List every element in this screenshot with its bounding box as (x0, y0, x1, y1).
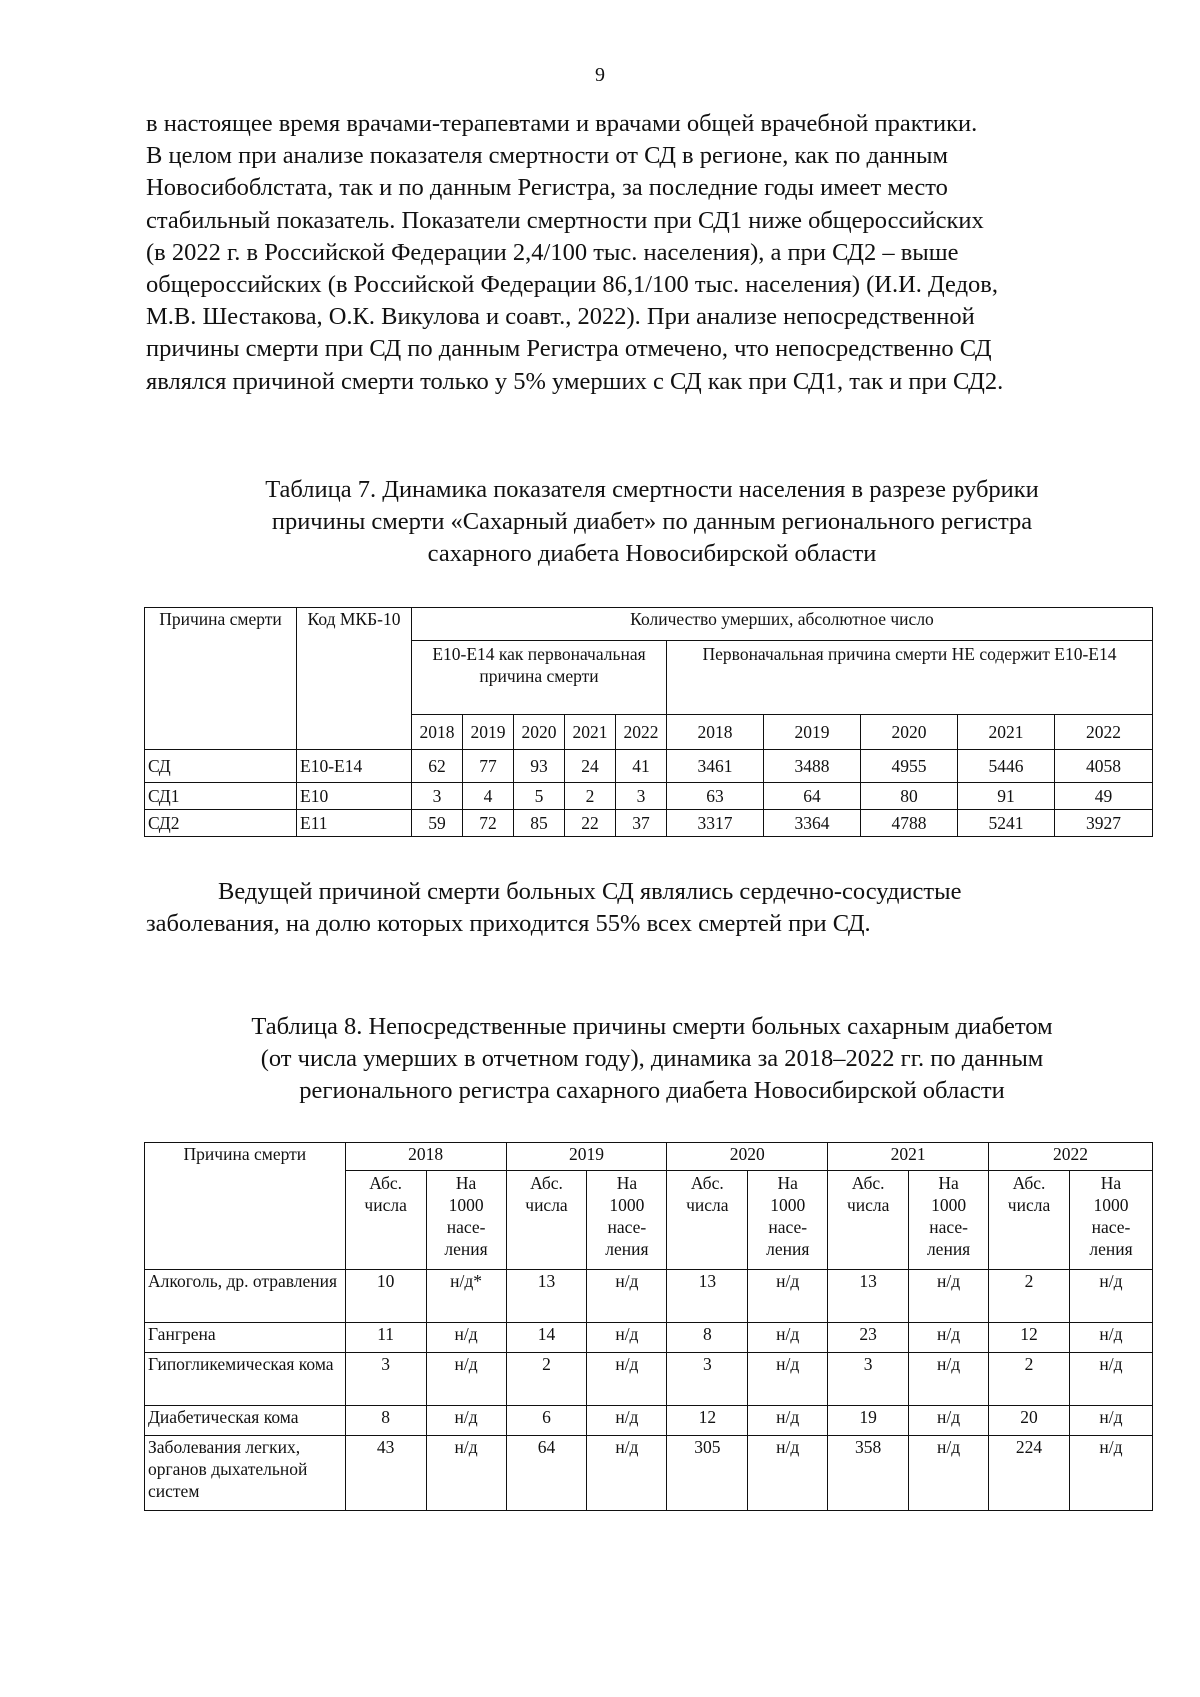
t8-row (145, 1270, 1153, 1323)
t7-row (145, 783, 1153, 810)
t8-cell: н/д (587, 1353, 667, 1406)
paragraph-2 (146, 876, 1158, 940)
t7-cell: 3 (412, 783, 463, 810)
t7-code: E10 (297, 783, 412, 810)
t8-cell: 19 (828, 1406, 909, 1436)
t7-cell: 4058 (1055, 750, 1153, 783)
t7-code: E11 (297, 810, 412, 837)
t7-year: 2020 (514, 715, 565, 750)
t7-code: E10-E14 (297, 750, 412, 783)
table-8-caption-line: регионального регистра сахарного диабета Новосибирской области (299, 1077, 1005, 1104)
t8-cell: 224 (989, 1436, 1070, 1511)
t7-cell: 77 (463, 750, 514, 783)
t8-cell: н/д (1069, 1353, 1152, 1406)
t8-cell: 2 (989, 1353, 1070, 1406)
t8-cause: Заболевания легких, органов дыхательной систем (145, 1436, 346, 1511)
table-8-caption-line: Таблица 8. Непосредственные причины смерти больных сахарным диабетом (251, 1013, 1053, 1040)
t8-cell: н/д (1069, 1323, 1152, 1353)
t8-cell: 2 (989, 1270, 1070, 1323)
t8-cell: н/д (587, 1406, 667, 1436)
t8-cell: 13 (667, 1270, 748, 1323)
paragraph-2-line: заболевания, на долю которых приходится 55% всех смертей при СД. (146, 910, 871, 938)
table-8-caption (146, 1011, 1158, 1107)
paragraph-1-line: М.В. Шестакова, О.К. Викулова и соавт., 2022). При анализе непосредственной (146, 303, 975, 331)
t8-year: 2022 (989, 1143, 1153, 1171)
t7-cell: 5446 (958, 750, 1055, 783)
t8-cell: 13 (828, 1270, 909, 1323)
t8-cell: н/д (1069, 1270, 1152, 1323)
t7-cell: 80 (861, 783, 958, 810)
t8-cell: 12 (989, 1323, 1070, 1353)
t8-cell: 8 (667, 1323, 748, 1353)
paragraph-1-line: Новосибоблстата, так и по данным Регистра, за последние годы имеет место (146, 174, 948, 202)
t8-sub-abs: Абс. числа (828, 1171, 909, 1270)
t7-cell: 93 (514, 750, 565, 783)
paragraph-1-line: стабильный показатель. Показатели смертности при СД1 ниже общероссийских (146, 206, 984, 234)
t8-cell: 43 (345, 1436, 426, 1511)
t7-header-count: Количество умерших, абсолютное число (412, 608, 1153, 641)
t7-cell: 3364 (764, 810, 861, 837)
t8-cell: н/д (426, 1353, 506, 1406)
t8-cause: Гангрена (145, 1323, 346, 1353)
paragraph-1-line: в настоящее время врачами-терапевтами и врачами общей врачебной практики. (146, 110, 978, 137)
table-7-caption-line: сахарного диабета Новосибирской области (427, 540, 877, 567)
t8-sub-abs: Абс. числа (506, 1171, 587, 1270)
t7-cell: 37 (616, 810, 667, 837)
t7-year: 2019 (463, 715, 514, 750)
t8-cell: н/д (909, 1323, 989, 1353)
table-7-caption (146, 474, 1158, 570)
t8-year: 2018 (345, 1143, 506, 1171)
page-number: 9 (595, 64, 605, 86)
t8-cell: 23 (828, 1323, 909, 1353)
t8-cell: н/д (587, 1323, 667, 1353)
t7-cell: 59 (412, 810, 463, 837)
table-8-caption-line: (от числа умерших в отчетном году), динамика за 2018–2022 гг. по данным (260, 1045, 1044, 1072)
t8-cell: 305 (667, 1436, 748, 1511)
t7-cell: 4788 (861, 810, 958, 837)
t8-cell: н/д (426, 1436, 506, 1511)
t8-cell: 3 (345, 1353, 426, 1406)
t8-header-cause: Причина смерти (145, 1143, 346, 1270)
table-7-caption-line: Таблица 7. Динамика показателя смертности населения в разрезе рубрики (265, 476, 1039, 503)
t8-cell: н/д (748, 1406, 828, 1436)
t7-cell: 24 (565, 750, 616, 783)
table-7-caption-line: причины смерти «Сахарный диабет» по данным регионального регистра (271, 508, 1033, 535)
t7-year: 2020 (861, 715, 958, 750)
t8-cell: 6 (506, 1406, 587, 1436)
t8-row (145, 1323, 1153, 1353)
t8-cell: 10 (345, 1270, 426, 1323)
t7-cell: 4 (463, 783, 514, 810)
t8-cell: н/д (1069, 1406, 1152, 1436)
t7-header-group2: Первоначальная причина смерти НЕ содержит Е10-Е14 (667, 641, 1153, 715)
t7-cell: 64 (764, 783, 861, 810)
t7-header-group1: E10-E14 как первоначальная причина смерти (412, 641, 667, 715)
t8-sub-rate: На 1000 насе- ления (909, 1171, 989, 1270)
t7-year: 2022 (616, 715, 667, 750)
t8-row (145, 1353, 1153, 1406)
t7-cell: 3317 (667, 810, 764, 837)
t8-cell: 12 (667, 1406, 748, 1436)
t7-header-code: Код МКБ-10 (297, 608, 412, 750)
t8-year: 2020 (667, 1143, 828, 1171)
t8-cell: н/д (909, 1270, 989, 1323)
t8-sub-abs: Абс. числа (345, 1171, 426, 1270)
t7-cell: 62 (412, 750, 463, 783)
paragraph-1-line: (в 2022 г. в Российской Федерации 2,4/100 тыс. населения), а при СД2 – выше (146, 238, 959, 266)
t8-cause: Гипогликемическая кома (145, 1353, 346, 1406)
t7-cell: 5 (514, 783, 565, 810)
t8-cell: н/д* (426, 1270, 506, 1323)
t7-cell: 85 (514, 810, 565, 837)
t7-year: 2022 (1055, 715, 1153, 750)
t8-cell: 14 (506, 1323, 587, 1353)
t7-cell: 22 (565, 810, 616, 837)
t8-cell: 8 (345, 1406, 426, 1436)
t7-cell: 49 (1055, 783, 1153, 810)
t8-sub-rate: На 1000 насе- ления (1069, 1171, 1152, 1270)
paragraph-1-line: причины смерти при СД по данным Регистра отмечено, что непосредственно СД (146, 335, 992, 363)
t8-cell: н/д (587, 1436, 667, 1511)
paragraph-2-line: Ведущей причиной смерти больных СД являлись сердечно-сосудистые (218, 878, 962, 905)
t8-cell: н/д (748, 1436, 828, 1511)
t7-cell: 3488 (764, 750, 861, 783)
t8-cell: 64 (506, 1436, 587, 1511)
t8-sub-abs: Абс. числа (989, 1171, 1070, 1270)
t8-cell: 358 (828, 1436, 909, 1511)
t8-cell: 20 (989, 1406, 1070, 1436)
t7-cell: 3927 (1055, 810, 1153, 837)
t7-cell: 3461 (667, 750, 764, 783)
t7-cell: 2 (565, 783, 616, 810)
t7-cell: 3 (616, 783, 667, 810)
t7-cause: СД1 (145, 783, 297, 810)
paragraph-1-line: общероссийских (в Российской Федерации 86,1/100 тыс. населения) (И.И. Дедов, (146, 271, 998, 299)
t8-cell: н/д (587, 1270, 667, 1323)
t7-year: 2018 (412, 715, 463, 750)
t7-row (145, 750, 1153, 783)
t8-cell: н/д (909, 1436, 989, 1511)
t8-cell: н/д (1069, 1436, 1152, 1511)
t7-cell: 91 (958, 783, 1055, 810)
t7-cell: 5241 (958, 810, 1055, 837)
t7-cell: 41 (616, 750, 667, 783)
t8-sub-rate: На 1000 насе- ления (426, 1171, 506, 1270)
t8-cell: 11 (345, 1323, 426, 1353)
paragraph-1 (146, 108, 1158, 398)
t8-cause: Диабетическая кома (145, 1406, 346, 1436)
t8-row (145, 1406, 1153, 1436)
t7-year: 2021 (565, 715, 616, 750)
t7-cell: 63 (667, 783, 764, 810)
t8-year: 2021 (828, 1143, 989, 1171)
table-8 (144, 1142, 1153, 1511)
t7-year: 2018 (667, 715, 764, 750)
t7-header-cause: Причина смерти (145, 608, 297, 750)
t7-row (145, 810, 1153, 837)
paragraph-1-line: являлся причиной смерти только у 5% умерших с СД как при СД1, так и при СД2. (146, 367, 1004, 395)
t8-row (145, 1436, 1153, 1511)
t8-cell: н/д (748, 1353, 828, 1406)
t8-cell: 2 (506, 1353, 587, 1406)
t7-cause: СД (145, 750, 297, 783)
t8-sub-abs: Абс. числа (667, 1171, 748, 1270)
t8-cell: н/д (426, 1323, 506, 1353)
table-7 (144, 607, 1153, 837)
t7-cause: СД2 (145, 810, 297, 837)
t8-cell: н/д (748, 1270, 828, 1323)
t8-cell: 3 (828, 1353, 909, 1406)
t8-cell: н/д (748, 1323, 828, 1353)
t8-cause: Алкоголь, др. отравления (145, 1270, 346, 1323)
t8-cell: 3 (667, 1353, 748, 1406)
t7-cell: 4955 (861, 750, 958, 783)
t7-year: 2021 (958, 715, 1055, 750)
paragraph-1-line: В целом при анализе показателя смертности от СД в регионе, как по данным (146, 142, 948, 170)
t7-cell: 72 (463, 810, 514, 837)
t8-cell: 13 (506, 1270, 587, 1323)
t7-year: 2019 (764, 715, 861, 750)
t8-sub-rate: На 1000 насе- ления (587, 1171, 667, 1270)
t8-cell: н/д (909, 1353, 989, 1406)
t8-year: 2019 (506, 1143, 667, 1171)
t8-cell: н/д (426, 1406, 506, 1436)
t8-cell: н/д (909, 1406, 989, 1436)
t8-sub-rate: На 1000 насе- ления (748, 1171, 828, 1270)
